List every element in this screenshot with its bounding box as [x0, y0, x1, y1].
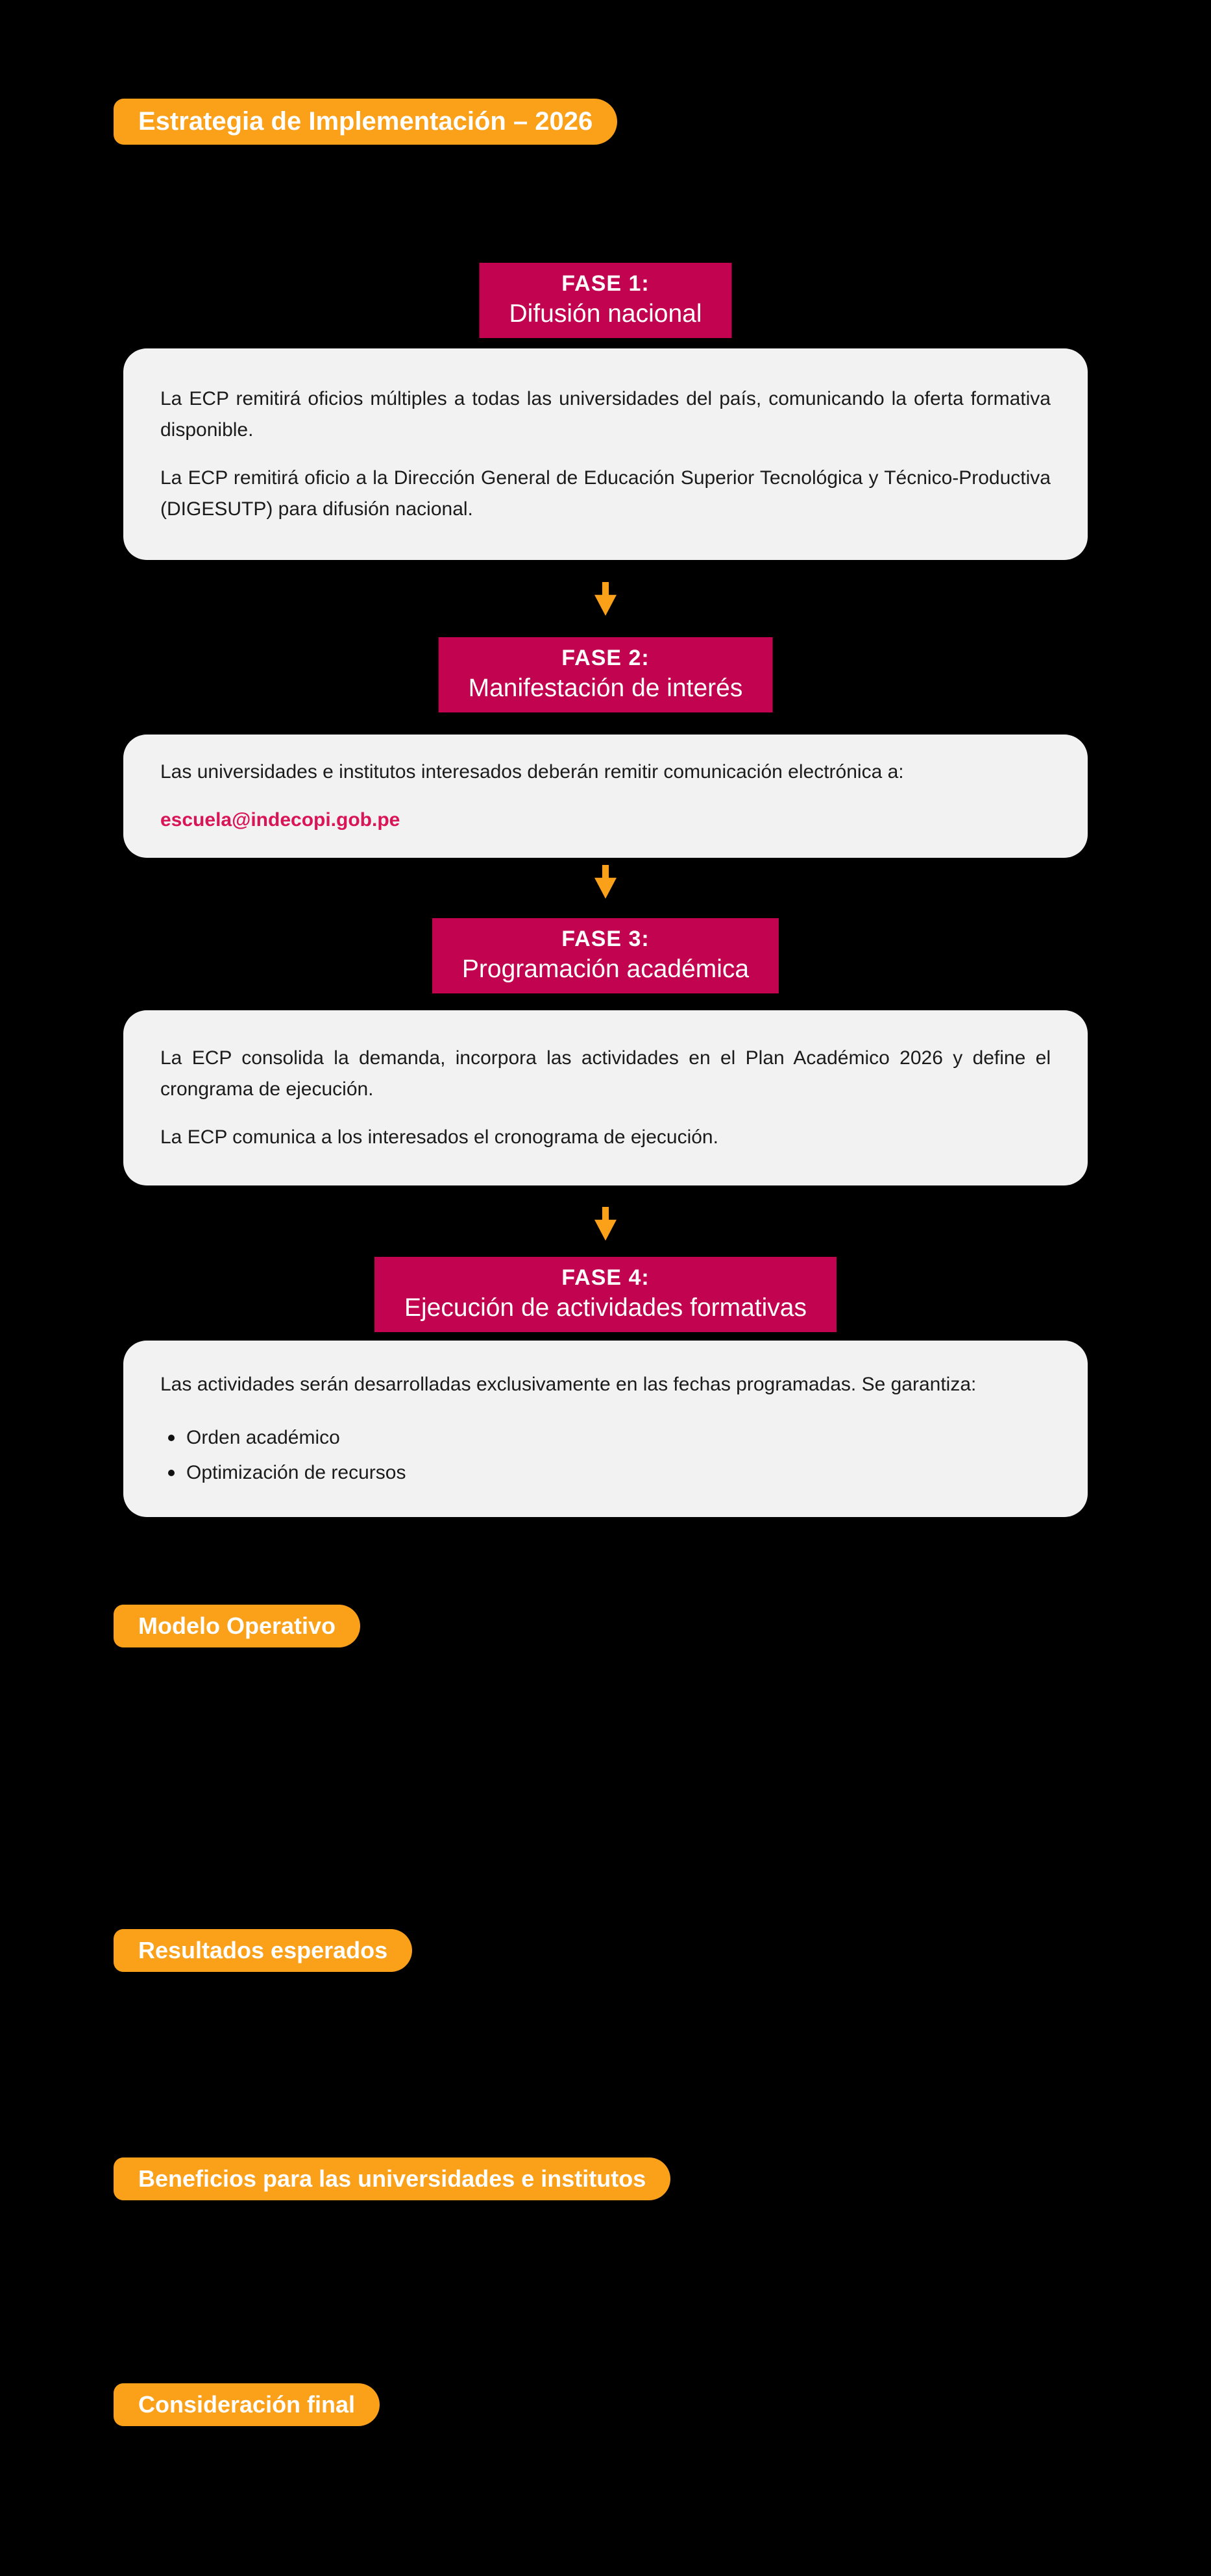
phase-1-paragraph: La ECP remitirá oficios múltiples a todas las universidades del país, comunicando la oferta formativa disponible. — [160, 388, 1051, 441]
phase-2-subtitle: Manifestación de interés — [468, 674, 743, 702]
phase-3-title: FASE 3: — [561, 927, 650, 951]
down-arrow-icon — [594, 1207, 617, 1241]
email-link[interactable]: escuela@indecopi.gob.pe — [160, 809, 400, 831]
down-arrow-icon — [594, 865, 617, 899]
phase-2-paragraph: Las universidades e institutos interesados deberán remitir comunicación electrónica a: — [160, 761, 904, 783]
phase-4-title: FASE 4: — [561, 1265, 650, 1290]
section-banner-label: Beneficios para las universidades e institutos — [138, 2165, 646, 2192]
phase-3-subtitle: Programación académica — [461, 955, 750, 983]
phase-4-header — [374, 1257, 837, 1332]
section-banner-modelo-operativo — [114, 1605, 360, 1647]
section-banner-label: Consideración final — [138, 2391, 356, 2418]
phase-3-paragraph: La ECP consolida la demanda, incorpora las actividades en el Plan Académico 2026 y define el crongrama de ejecución. — [160, 1047, 1051, 1100]
section-banner-consideracion-final — [114, 2383, 380, 2426]
phase-2-header — [439, 637, 773, 712]
phase-3-card — [123, 1010, 1088, 1185]
phase-3-header — [432, 918, 779, 993]
phase-4-card — [123, 1341, 1088, 1517]
phase-1-paragraph: La ECP remitirá oficio a la Dirección General de Educación Superior Tecnológica y Técnico-Productiva (DIGESUTP) para difusión nacional. — [160, 467, 1051, 520]
phase-4-paragraph: Las actividades serán desarrolladas exclusivamente en las fechas programadas. Se garantiza: — [160, 1374, 977, 1395]
phase-4-subtitle: Ejecución de actividades formativas — [404, 1294, 807, 1322]
section-banner-label: Modelo Operativo — [138, 1612, 336, 1639]
bullet-item: Orden académico — [160, 1422, 1051, 1453]
phase-2-title: FASE 2: — [561, 646, 650, 670]
down-arrow-icon — [594, 582, 617, 616]
phase-1-header — [479, 263, 731, 338]
phase-1-title: FASE 1: — [561, 271, 650, 296]
section-banner-resultados-esperados — [114, 1929, 412, 1972]
phase-3-paragraph: La ECP comunica a los interesados el cronograma de ejecución. — [160, 1126, 718, 1148]
section-banner-beneficios — [114, 2157, 670, 2200]
title-banner-label: Estrategia de Implementación – 2026 — [138, 107, 593, 136]
section-banner-label: Resultados esperados — [138, 1937, 388, 1963]
phase-1-subtitle: Difusión nacional — [509, 300, 702, 328]
phase-1-card — [123, 348, 1088, 560]
phase-4-bullet-list — [160, 1422, 1051, 1488]
title-banner — [114, 99, 617, 145]
phase-2-card — [123, 735, 1088, 858]
bullet-item: Optimización de recursos — [160, 1457, 1051, 1488]
